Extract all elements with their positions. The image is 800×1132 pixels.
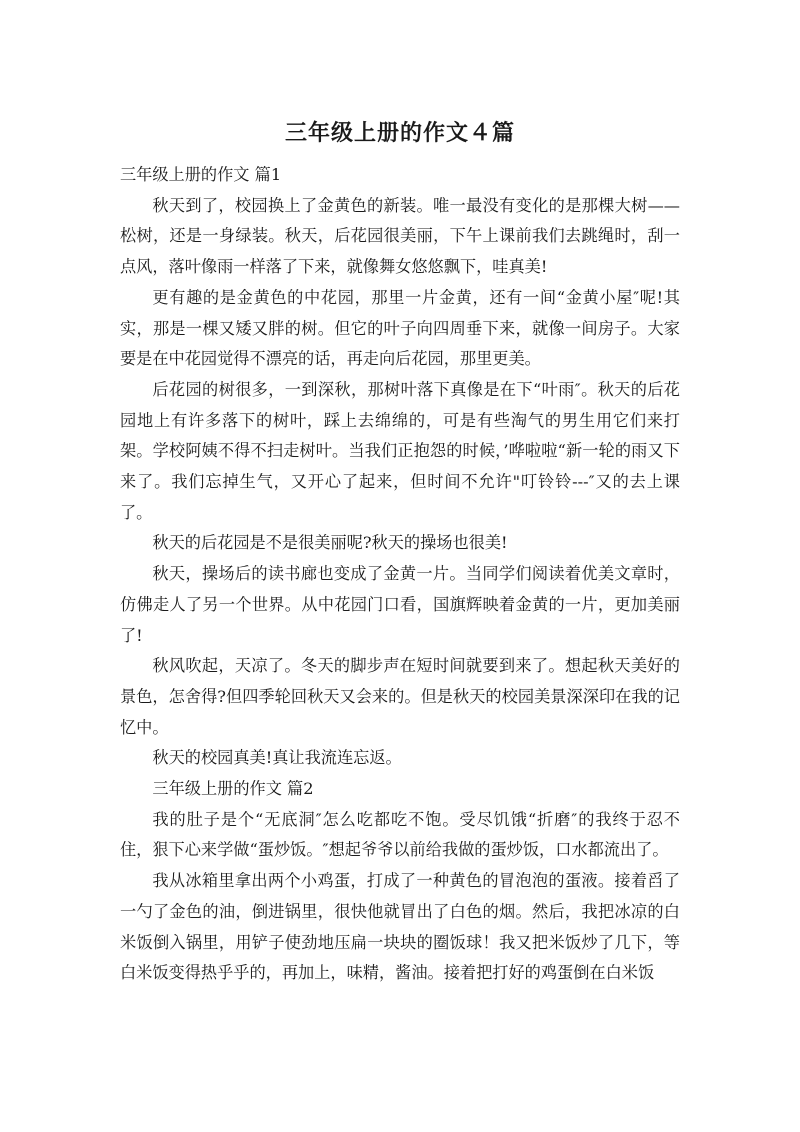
section-heading: 三年级上册的作文 篇2 <box>152 779 314 799</box>
paragraph: 秋天的后花园是不是很美丽呢?秋天的操场也很美! <box>152 533 508 553</box>
paragraph: 秋天的校园真美!真让我流连忘返。 <box>152 748 402 768</box>
document-title: 三年级上册的作文４篇 <box>284 121 515 146</box>
paragraph: 我从冰箱里拿出两个小鸡蛋，打成了一种黄色的冒泡泡的蛋液。接着舀了一勺了金色的油，倒进锅里，很快他就冒出了白色的烟。然后，我把冰凉的白米饭倒入锅里，用铲子使劲地压扁一块块的圈饭球！我又把米饭炒了几下，等白米饭变得热乎乎的，再加上，味精，酱油。接着把打好的鸡蛋倒在白米饭 <box>120 871 680 983</box>
section-heading: 三年级上册的作文 篇1 <box>120 165 282 184</box>
paragraph: 后花园的树很多，一到深秋，那树叶落下真像是在下“叶雨″。秋天的后花园地上有许多落下的树叶，踩上去绵绵的，可是有些淘气的男生用它们来打架。学校阿姨不得不扫走树叶。当我们正抱怨的时候，’哗啦啦“新一轮的雨又下来了。我们忘掉生气，又开心了起来，但时间不允许"叮铃铃---″又的去上课了。 <box>120 379 680 522</box>
document-body <box>120 160 680 989</box>
paragraph: 秋风吹起，天凉了。冬天的脚步声在短时间就要到来了。想起秋天美好的景色，怎舍得?但四季轮回秋天又会来的。但是秋天的校园美景深深印在我的记忆中。 <box>120 656 680 737</box>
paragraph: 更有趣的是金黄色的中花园，那里一片金黄，还有一间“金黄小屋″呢!其实，那是一棵又矮又胖的树。但它的叶子向四周垂下来，就像一间房子。大家要是在中花园觉得不漂亮的话，再走向后花园，那里更美。 <box>120 287 680 369</box>
paragraph: 我的肚子是个“无底洞″怎么吃都吃不饱。受尽饥饿“折磨″的我终于忍不住，狠下心来学做“蛋炒饭。″想起爷爷以前给我做的蛋炒饭，口水都流出了。 <box>120 809 680 860</box>
paragraph: 秋天到了，校园换上了金黄色的新装。唯一最没有变化的是那棵大树——松树，还是一身绿装。秋天，后花园很美丽，下午上课前我们去跳绳时，刮一点风，落叶像雨一样落了下来，就像舞女悠悠飘下，哇真美! <box>120 195 680 277</box>
paragraph: 秋天，操场后的读书廊也变成了金黄一片。当同学们阅读着优美文章时，仿佛走人了另一个世界。从中花园门口看，国旗辉映着金黄的一片，更加美丽了! <box>120 564 680 645</box>
